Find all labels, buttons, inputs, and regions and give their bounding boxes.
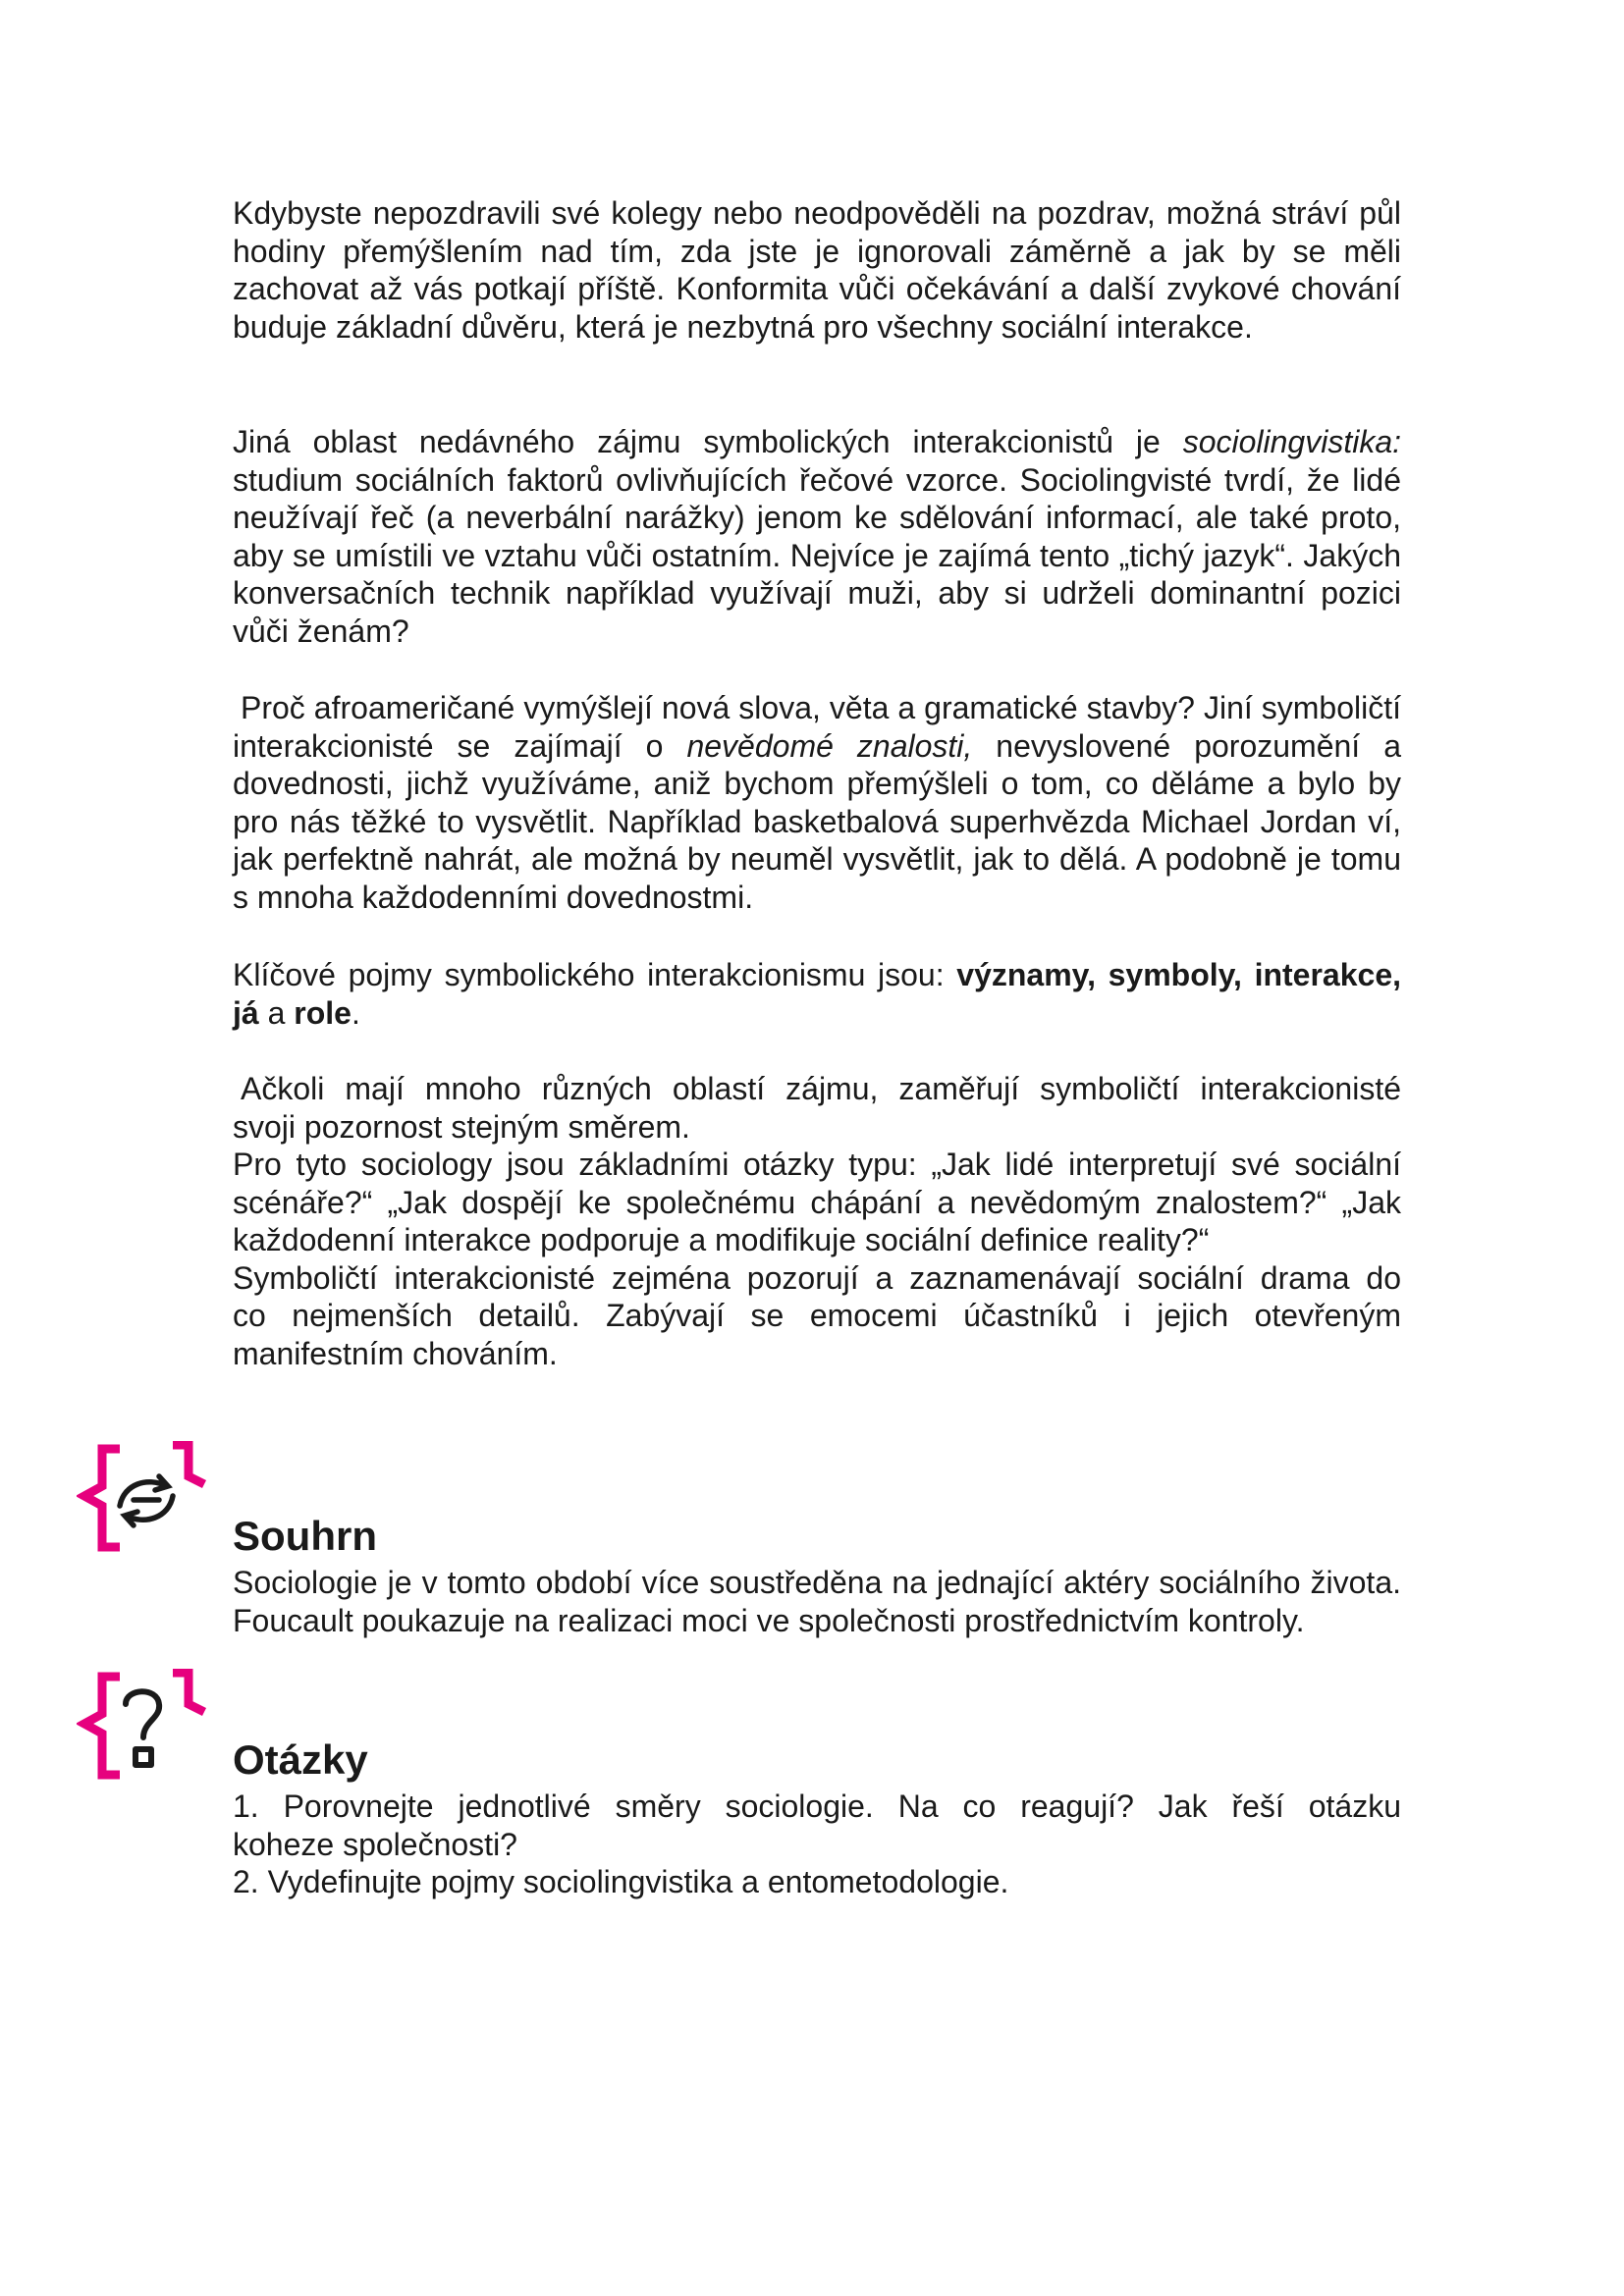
paragraph-2 — [233, 423, 1401, 650]
paragraph-3-rest: nevyslovené porozumění a dovednosti, jichž využíváme, aniž bychom přemýšleli o tom, co děláme a bylo by pro nás těžké to vysvětlit. Například basketbalová superhvězda Michael Jordan ví, jak perfektně nahrát, ale možná by neuměl vysvětlit, jak to dělá. A podobně je tomu s mnoha každodenními dovednostmi. — [233, 727, 1402, 915]
paragraph-1: Kdybyste nepozdravili své kolegy nebo neodpověděli na pozdrav, možná stráví půl hodiny přemýšlením nad tím, zda jste je ignorovali záměrně a jak by se měli zachovat až vás potkají příště. Konformita vůči očekávání a další zvykové chování buduje základní důvěru, která je nezbytná pro všechny sociální interakce. — [233, 195, 1401, 345]
paragraph-2-start: Jiná oblast nedávného zájmu symbolických interakcionistů je — [233, 424, 1183, 459]
questions-list — [233, 1788, 1401, 1901]
key-term-role: role — [294, 994, 352, 1031]
paragraph-5 — [233, 1070, 1401, 1372]
paragraph-4-and: a — [258, 994, 295, 1031]
paragraph-5-line: scénáře?“ „Jak dospějí ke společnému chápání a nevědomým znalostem?“ „Jak — [233, 1184, 1401, 1220]
question-icon — [77, 1669, 210, 1785]
term-sociolingvistika: sociolingvistika: — [1182, 424, 1401, 459]
question-item: 2. Vydefinujte pojmy sociolingvistika a entometodologie. — [233, 1864, 1009, 1899]
question-item: 1. Porovnejte jednotlivé směry sociologie. Na co reagují? Jak řeší otázku — [233, 1789, 1401, 1824]
key-terms: významy, symboly, interakce, já — [233, 957, 1402, 1031]
paragraph-4-end: . — [351, 994, 360, 1031]
paragraph-2-rest: studium sociálních faktorů ovlivňujících řečové vzorce. Sociolingvisté tvrdí, že lidé neužívají řeč (a neverbální narážky) jenom ke sdělování informací, ale také proto, aby se umístili ve vztahu vůči ostatním. Nejvíce je zajímá tento „tichý jazyk“. Jakých konversačních technik například využívají muži, aby si udrželi dominantní pozici vůči ženám? — [233, 461, 1401, 649]
term-nevedome-znalosti: nevědomé znalosti, — [686, 727, 973, 764]
summary-text: Sociologie je v tomto období více soustředěna na jednající aktéry sociálního života. Foucault poukazuje na realizaci moci ve společnosti prostřednictvím kontroly. — [233, 1565, 1401, 1638]
paragraph-5-line: svoji pozornost stejným směrem. — [233, 1108, 690, 1145]
paragraph-5-line: co nejmenších detailů. Zabývají se emocemi účastníků i jejich otevřeným — [233, 1298, 1401, 1333]
paragraph-5-line: Symboličtí interakcionisté zejména pozorují a zaznamenávají sociální drama do — [233, 1259, 1401, 1296]
paragraph-5-line: Ačkoli mají mnoho různých oblastí zájmu, zaměřují symboličtí interakcionisté — [241, 1071, 1401, 1106]
paragraph-5-line: manifestním chováním. — [233, 1335, 558, 1371]
paragraph-4 — [233, 956, 1401, 1032]
paragraph-3-start: Proč afroameričané vymýšlejí nová slova, věta a gramatické stavby? Jiní symboličtí interakcionisté se zajímají o — [233, 690, 1401, 764]
summary-icon — [77, 1441, 210, 1557]
summary-heading: Souhrn — [233, 1513, 377, 1559]
paragraph-5-line: Pro tyto sociology jsou základními otázky typu: „Jak lidé interpretují své sociální — [233, 1147, 1401, 1182]
paragraph-5-line: každodenní interakce podporuje a modifikuje sociální definice reality?“ — [233, 1222, 1210, 1257]
paragraph-3 — [233, 689, 1401, 916]
question-item-continued: koheze společnosti? — [233, 1826, 517, 1862]
paragraph-4-start: Klíčové pojmy symbolického interakcionismu jsou: — [233, 957, 957, 992]
questions-heading: Otázky — [233, 1736, 368, 1783]
